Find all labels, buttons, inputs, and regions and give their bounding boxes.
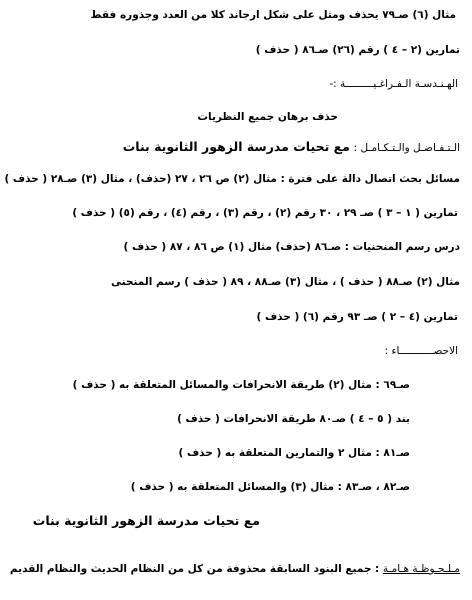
line-delete-proofs: حذف برهان جميع النظريات <box>197 111 338 123</box>
line-continuity-problems: مسائل بحث اتصال دالة على فترة : مثال (٢) ص ٢٦ ، ٢٧ (حذف) ، مثال (٣) صـ٢٨ ( حذف ) <box>4 173 460 185</box>
heading-solid-geometry: الهـنـدسـة الـفـراغـيـــــــــة :- <box>329 78 458 90</box>
important-note <box>10 562 460 576</box>
important-note-label: مـلـحـوظـة هـامـة <box>382 563 460 575</box>
line-page-69: صـ٦٩ : مثال (٢) طريقة الانحرافات والمسائل المتعلقة به ( حذف ) <box>72 379 410 391</box>
line-page-81: صـ٨١ : مثال ٢ والتمارين المتعلقة به ( حذف ) <box>178 447 410 459</box>
heading-statistics: الاحصـــــــــــاء : <box>384 345 458 357</box>
heading-calculus-row <box>123 140 460 155</box>
line-section-5-4: بند ( ٥ – ٤ ) صـ٨٠ طريقة الانحرافات ( حذف ) <box>177 413 410 425</box>
school-greeting-footer: مع تحيات مدرسة الزهور الثانوية بنات <box>32 513 260 528</box>
important-note-text: : جميع البنود السابقة محذوفة من كل من النظام الحديث والنظام القديم <box>9 563 380 575</box>
line-exercises-2-4: تمارين (٢ – ٤ ) رقم (٢٦) صـ٨٦ ( حذف ) <box>255 44 460 56</box>
line-page-82-83: صـ٨٢ ، صـ٨٣ : مثال (٣) والمسائل المتعلقة به ( حذف ) <box>130 481 410 493</box>
line-example-2-curve: مثال (٢) صـ٨٨ ( حذف ) ، مثال (٣) صـ٨٨ ، ٨٩ ( حذف ) رسم المنحنى <box>111 276 460 288</box>
line-example-6: مثال (٦) صـ٧٩ يحذف ومثل على شكل ارجاند كلا من العدد وجذوره فقط <box>90 9 456 21</box>
line-exercises-4-2: تمارين (٤ – ٢ ) صـ ٩٣ رقم (٦) ( حذف ) <box>256 311 458 323</box>
line-curve-sketching: درس رسم المنحنيات : صـ٨٦ (حذف) مثال (١) ص ٨٦ ، ٨٧ ( حذف ) <box>123 241 460 253</box>
line-exercises-1-3: تمارين ( ١ – ٣ ) صـ ٢٩ ، ٣٠ رقم (٢) ، رقم (٣) ، رقم (٤) ، رقم (٥) ( حذف ) <box>72 207 458 219</box>
school-greeting: مع تحيات مدرسة الزهور الثانوية بنات <box>122 139 350 154</box>
heading-calculus: الـتـفـاضـل والـتـكـامـل : <box>353 142 460 154</box>
